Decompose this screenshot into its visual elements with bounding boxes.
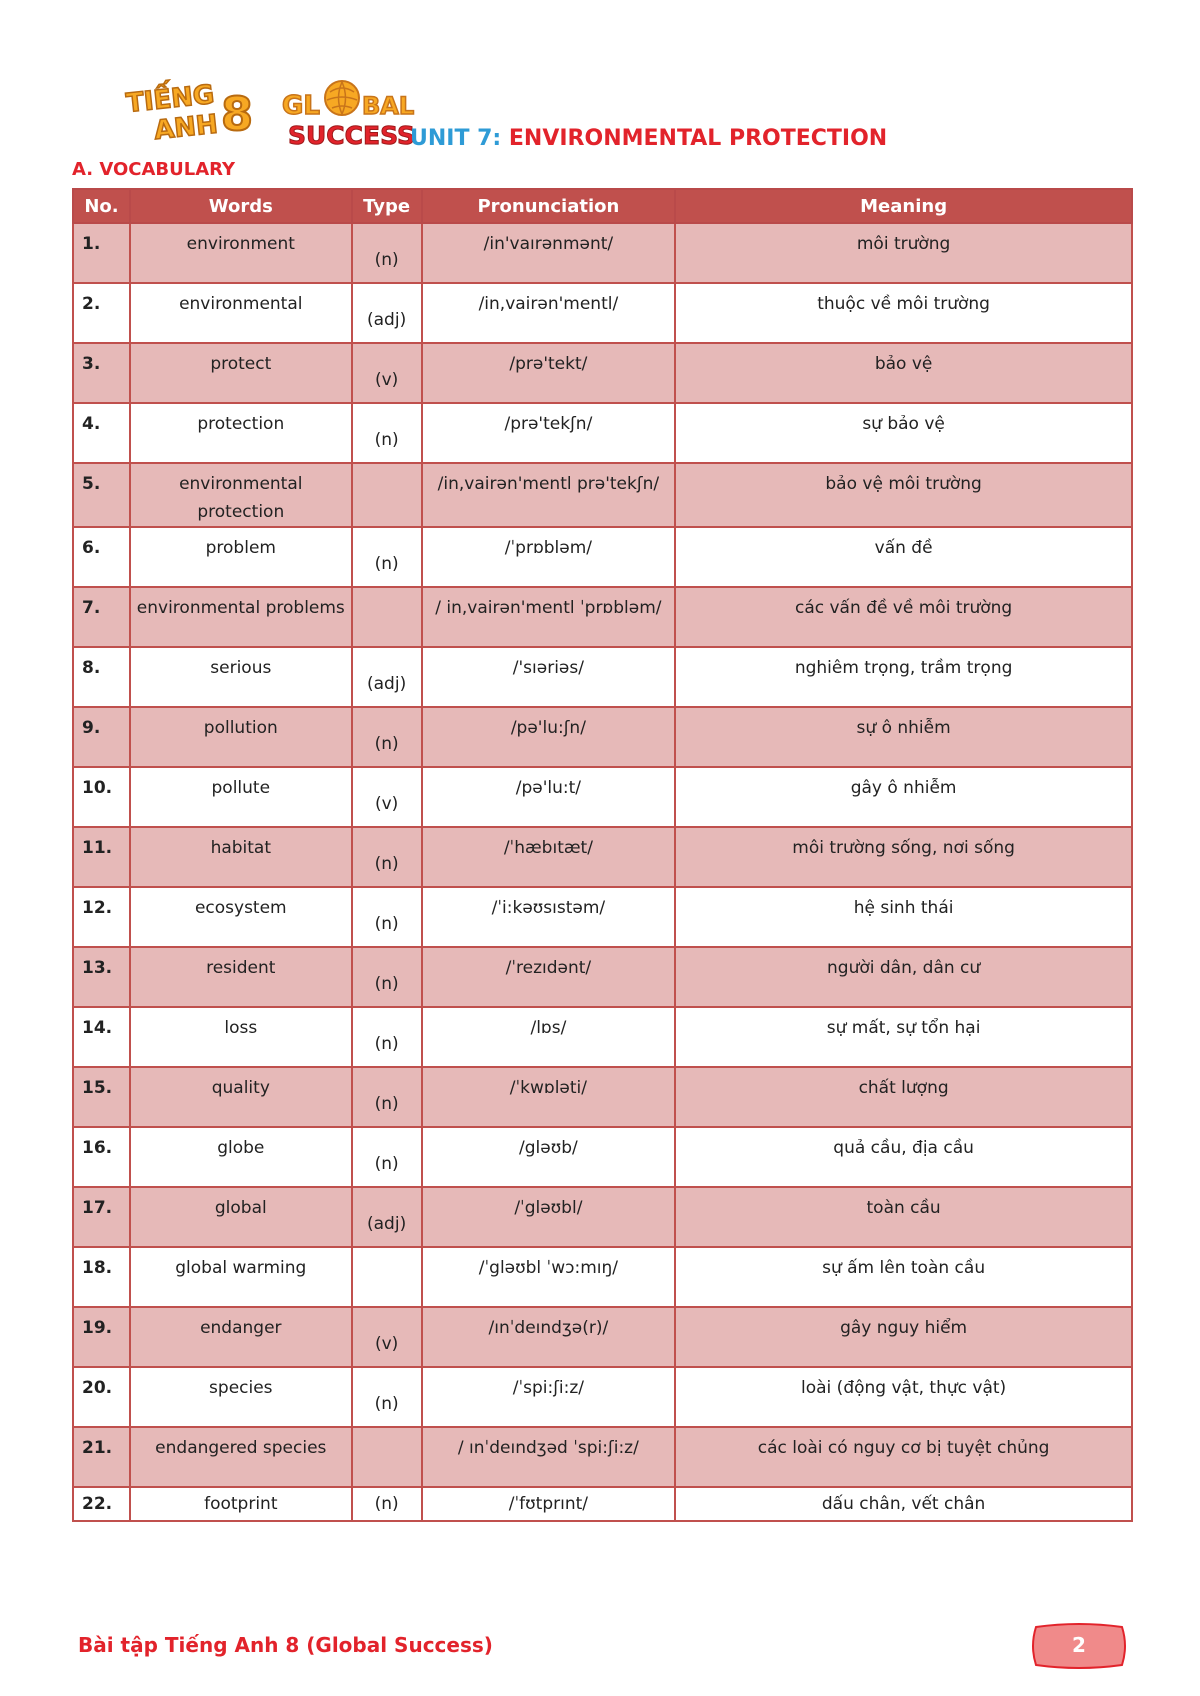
column-header-type: Type [352,189,422,223]
row-number: 6. [73,527,130,587]
global-success-logo [280,78,415,153]
table-row [73,827,1132,887]
row-number: 5. [73,463,130,527]
row-number: 11. [73,827,130,887]
column-header-words: Words [130,189,352,223]
table-row [73,767,1132,827]
row-meaning: toàn cầu [675,1187,1132,1247]
row-type: (v) [352,343,422,403]
table-row [73,587,1132,647]
table-row [73,947,1132,1007]
table-row [73,1247,1132,1307]
row-number: 1. [73,223,130,283]
row-pronunciation: /ˈrezıdənt/ [422,947,676,1007]
table-row [73,1187,1132,1247]
row-pronunciation: /ˈi:kəʊsıstəm/ [422,887,676,947]
row-pronunciation: /ˈspi:ʃi:z/ [422,1367,676,1427]
row-pronunciation: /ˈkwɒləti/ [422,1067,676,1127]
column-header-meaning: Meaning [675,189,1132,223]
row-meaning: vấn đề [675,527,1132,587]
tieng-anh-logo [125,78,265,148]
row-word: global [130,1187,352,1247]
row-pronunciation: /pə'lu:ʃn/ [422,707,676,767]
row-meaning: sự ấm lên toàn cầu [675,1247,1132,1307]
row-number: 16. [73,1127,130,1187]
row-type: (n) [352,827,422,887]
row-meaning: nghiêm trọng, trầm trọng [675,647,1132,707]
svg-text:BAL: BAL [362,92,415,120]
row-meaning: dấu chân, vết chân [675,1487,1132,1521]
row-word: globe [130,1127,352,1187]
row-pronunciation: /ˈgləʊbl ˈwɔ:mıŋ/ [422,1247,676,1307]
row-type: (adj) [352,1187,422,1247]
row-number: 7. [73,587,130,647]
row-word: pollute [130,767,352,827]
row-pronunciation: /prə'tekt/ [422,343,676,403]
row-type: (v) [352,1307,422,1367]
row-type: (n) [352,1127,422,1187]
row-pronunciation: /lɒs/ [422,1007,676,1067]
table-row [73,463,1132,527]
row-type: (n) [352,707,422,767]
logo-area [124,78,415,158]
row-type: (n) [352,223,422,283]
row-word: protect [130,343,352,403]
row-pronunciation: /ınˈdeındʒə(r)/ [422,1307,676,1367]
table-row [73,1307,1132,1367]
row-meaning: quả cầu, địa cầu [675,1127,1132,1187]
svg-text:SUCCESS: SUCCESS [288,121,415,150]
svg-text:TIẾNG: TIẾNG [124,79,216,119]
row-type: (n) [352,527,422,587]
row-meaning: bảo vệ môi trường [675,463,1132,527]
table-row [73,403,1132,463]
row-pronunciation: /ˈhæbıtæt/ [422,827,676,887]
vocabulary-table [72,188,1133,1522]
row-type: (n) [352,887,422,947]
row-pronunciation: /ˈprɒbləm/ [422,527,676,587]
row-meaning: sự ô nhiễm [675,707,1132,767]
table-row [73,1427,1132,1487]
row-word: global warming [130,1247,352,1307]
column-header-no: No. [73,189,130,223]
row-pronunciation: /in,vairən'mentl prə'tekʃn/ [422,463,676,527]
row-type: (n) [352,1007,422,1067]
row-meaning: thuộc về môi trường [675,283,1132,343]
row-meaning: loài (động vật, thực vật) [675,1367,1132,1427]
footer-text: Bài tập Tiếng Anh 8 (Global Success) [78,1633,493,1657]
svg-text:GL: GL [282,91,320,121]
column-header-pronunciation: Pronunciation [422,189,676,223]
row-word: resident [130,947,352,1007]
row-word: pollution [130,707,352,767]
row-number: 22. [73,1487,130,1521]
row-type: (adj) [352,647,422,707]
table-row [73,283,1132,343]
row-word: quality [130,1067,352,1127]
row-number: 14. [73,1007,130,1067]
row-word: environmental protection [130,463,352,527]
row-word: protection [130,403,352,463]
row-type: (v) [352,767,422,827]
row-number: 15. [73,1067,130,1127]
row-type [352,463,422,527]
row-type: (n) [352,1067,422,1127]
row-type [352,1247,422,1307]
row-number: 9. [73,707,130,767]
table-row [73,223,1132,283]
row-type [352,1427,422,1487]
table-row [73,1127,1132,1187]
table-header-row [73,189,1132,223]
row-pronunciation: /in,vairən'mentl/ [422,283,676,343]
table-row [73,647,1132,707]
table-row [73,527,1132,587]
row-pronunciation: /ˈfʊtprınt/ [422,1487,676,1521]
row-word: ecosystem [130,887,352,947]
row-pronunciation: /pə'lu:t/ [422,767,676,827]
row-word: loss [130,1007,352,1067]
row-number: 19. [73,1307,130,1367]
row-number: 10. [73,767,130,827]
row-meaning: sự mất, sự tổn hại [675,1007,1132,1067]
unit-label: UNIT 7: [410,126,502,151]
row-meaning: người dân, dân cư [675,947,1132,1007]
row-number: 12. [73,887,130,947]
row-pronunciation: / ınˈdeındʒəd ˈspi:ʃi:z/ [422,1427,676,1487]
row-number: 4. [73,403,130,463]
row-word: environmental [130,283,352,343]
row-number: 20. [73,1367,130,1427]
row-meaning: môi trường sống, nơi sống [675,827,1132,887]
svg-text:ANH: ANH [152,109,220,147]
row-number: 8. [73,647,130,707]
table-body [73,223,1132,1521]
unit-title [410,126,887,151]
table-row [73,1487,1132,1521]
page-number: 2 [1072,1633,1086,1657]
table-row [73,1007,1132,1067]
row-pronunciation: / in,vairən'mentl ˈprɒbləm/ [422,587,676,647]
table-row [73,707,1132,767]
table-row [73,1067,1132,1127]
row-pronunciation: /'sıəriəs/ [422,647,676,707]
row-word: environmental problems [130,587,352,647]
row-pronunciation: /ˈgləʊbl/ [422,1187,676,1247]
row-word: serious [130,647,352,707]
row-meaning: sự bảo vệ [675,403,1132,463]
row-word: footprint [130,1487,352,1521]
row-number: 3. [73,343,130,403]
row-pronunciation: /in'vaırənmənt/ [422,223,676,283]
row-word: environment [130,223,352,283]
row-type: (n) [352,947,422,1007]
row-number: 18. [73,1247,130,1307]
row-word: endangered species [130,1427,352,1487]
table-row [73,343,1132,403]
table-row [73,1367,1132,1427]
section-title: A. VOCABULARY [72,159,236,180]
row-word: problem [130,527,352,587]
row-word: species [130,1367,352,1427]
row-meaning: gây nguy hiểm [675,1307,1132,1367]
row-number: 13. [73,947,130,1007]
row-type: (n) [352,1367,422,1427]
row-type [352,587,422,647]
row-meaning: gây ô nhiễm [675,767,1132,827]
svg-text:8: 8 [221,87,254,141]
row-meaning: các loài có nguy cơ bị tuyệt chủng [675,1427,1132,1487]
row-number: 21. [73,1427,130,1487]
row-meaning: hệ sinh thái [675,887,1132,947]
unit-name: ENVIRONMENTAL PROTECTION [508,126,888,151]
row-meaning: môi trường [675,223,1132,283]
row-type: (adj) [352,283,422,343]
page-number-badge [1030,1623,1128,1669]
row-pronunciation: /gləʊb/ [422,1127,676,1187]
row-meaning: bảo vệ [675,343,1132,403]
row-type: (n) [352,403,422,463]
row-word: endanger [130,1307,352,1367]
row-meaning: các vấn đề về môi trường [675,587,1132,647]
row-number: 2. [73,283,130,343]
row-type: (n) [352,1487,422,1521]
row-meaning: chất lượng [675,1067,1132,1127]
table-row [73,887,1132,947]
row-word: habitat [130,827,352,887]
row-pronunciation: /prə'tekʃn/ [422,403,676,463]
row-number: 17. [73,1187,130,1247]
